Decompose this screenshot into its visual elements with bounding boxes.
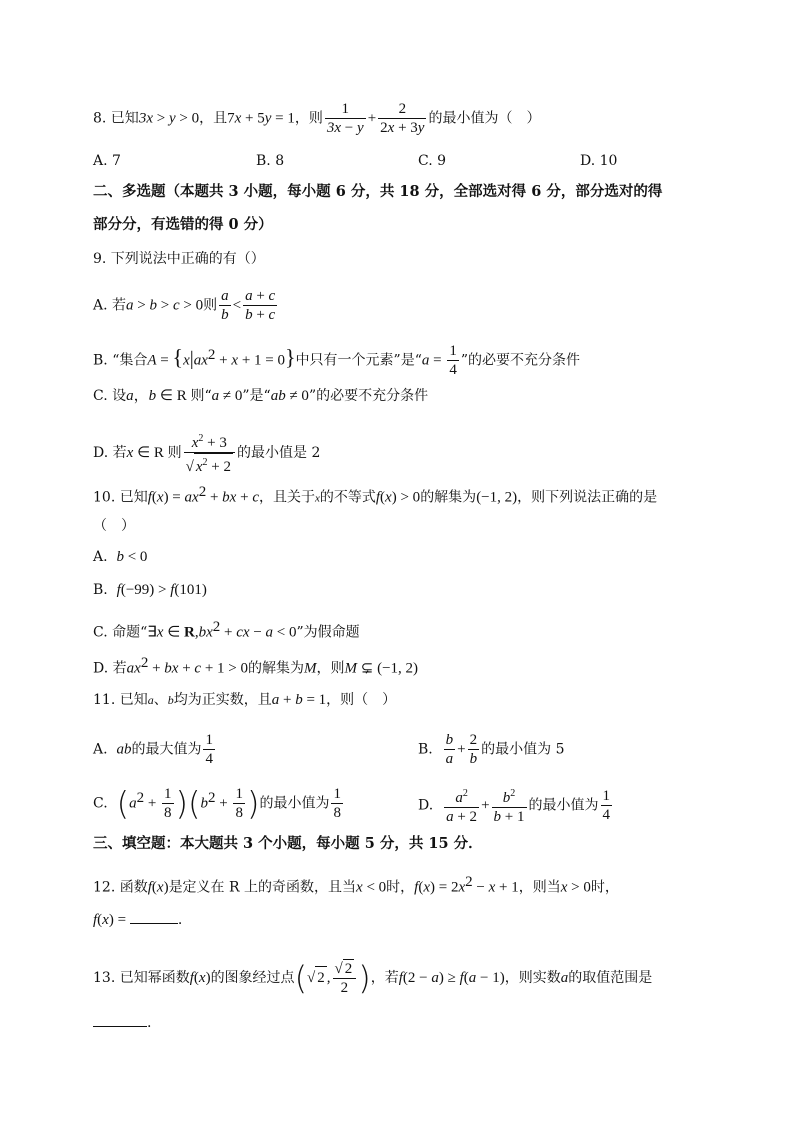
q8-option-d: D. 10 xyxy=(580,153,618,169)
q11-option-d: D. $\frac{a^2}{a + 2}$ + $\frac{b^2}{b + 1}$ 的最小值为 $\frac{1}{4}$ xyxy=(418,785,614,826)
q10-option-a: A. b < 0 xyxy=(93,549,148,565)
q10-option-c: C. 命题“∃x ∈ $R,bx^2$ + cx − a < 0”为假命题 xyxy=(93,619,360,641)
section-2-header-line1: 二、多选题（本题共 3 小题，每小题 6 分，共 18 分，全部选对得 6 分，部分选对的得 xyxy=(93,183,663,200)
section-3-header: 三、填空题：本大题共 3 个小题，每小题 5 分，共 15 分． xyxy=(93,835,483,852)
question-13-line1: 13. 已知幂函数f(x)的图象经过点(√ 2 , $\frac{√ 2}{2}$ )，若f(2 − a) ≥ f(a − 1)，则实数a的取值范围是 xyxy=(93,959,653,997)
question-12-line2: f(x) = . xyxy=(93,909,182,931)
answer-blank[interactable] xyxy=(93,1012,147,1027)
q8-option-b: B. 8 xyxy=(256,153,285,169)
q10-option-d: D. 若$ax^2$ + bx + c + 1 > 0的解集为M，则M ⊊ (−1, 2) xyxy=(93,655,419,677)
q11-option-b: B. $\frac{b}{a}$ + $\frac{2}{b}$ 的最小值为 5 xyxy=(418,732,565,767)
question-11-stem: 11. 已知a、b均为正实数，且a + b = 1，则（ ） xyxy=(93,692,397,708)
question-8: 8. 已知3x > y > 0，且7x + 5y = 1，则 $\frac{1}{3x - y}$ + $\frac{2}{2x + 3y}$ 的最小值为（ ） xyxy=(93,101,541,136)
fraction: $\frac{2}{2x + 3y}$ xyxy=(380,101,425,136)
question-10-stem: 10. 已知$f(x) = ax^2$ + bx + c，且关于x的不等式f(x) > 0的解集为(−1, 2)，则下列说法正确的是 xyxy=(93,484,658,506)
question-9-stem: 9. 下列说法中正确的有（） xyxy=(93,251,265,267)
fraction: $\frac{1}{3x - y}$ xyxy=(326,101,364,136)
q8-option-a: A. 7 xyxy=(93,153,121,169)
question-12-line1: 12. 函数f(x)是定义在 R 上的奇函数，且当x < 0时，$f(x) = 2x^2 - x + 1$，则当x > 0时， xyxy=(93,874,619,896)
q9-option-a: A. 若a > b > c > 0则 $\frac{a}{b}$ < $\frac{a + c}{b + c}$ xyxy=(93,288,276,323)
q9-option-b: B. “集合$A = \{x|ax^2 + x + 1 = 0\}$中只有一个元素”是“a = $\frac{1}{4}$ ”的必要不充分条件 xyxy=(93,343,581,378)
section-2-header-line2: 部分分，有选错的得 0 分） xyxy=(93,216,273,233)
q11-option-a: A. ab的最大值为 $\frac{1}{4}$ xyxy=(93,732,213,767)
q10-answer-paren: （ ） xyxy=(93,518,135,534)
q9-option-d: D. 若x ∈ R 则 $\frac{x^2 + 3}{√ x^2 + 2}$ 的最小值是 2 xyxy=(93,430,320,476)
q8-option-c: C. 9 xyxy=(418,153,447,169)
question-13-line2: . xyxy=(93,1012,151,1034)
answer-blank[interactable] xyxy=(130,909,178,924)
q11-option-c: C. ($a^2$ + $\frac{1}{8}$ )($b^2$ + $\frac{1}{8}$ )的最小值为 $\frac{1}{8}$ xyxy=(93,784,341,823)
q9-option-c: C. 设a，b ∈ R 则“a ≠ 0”是“ab ≠ 0”的必要不充分条件 xyxy=(93,388,429,404)
q10-option-b: B. f(−99) > f(101) xyxy=(93,582,207,598)
q8-label: 8. 已知 xyxy=(93,110,139,127)
